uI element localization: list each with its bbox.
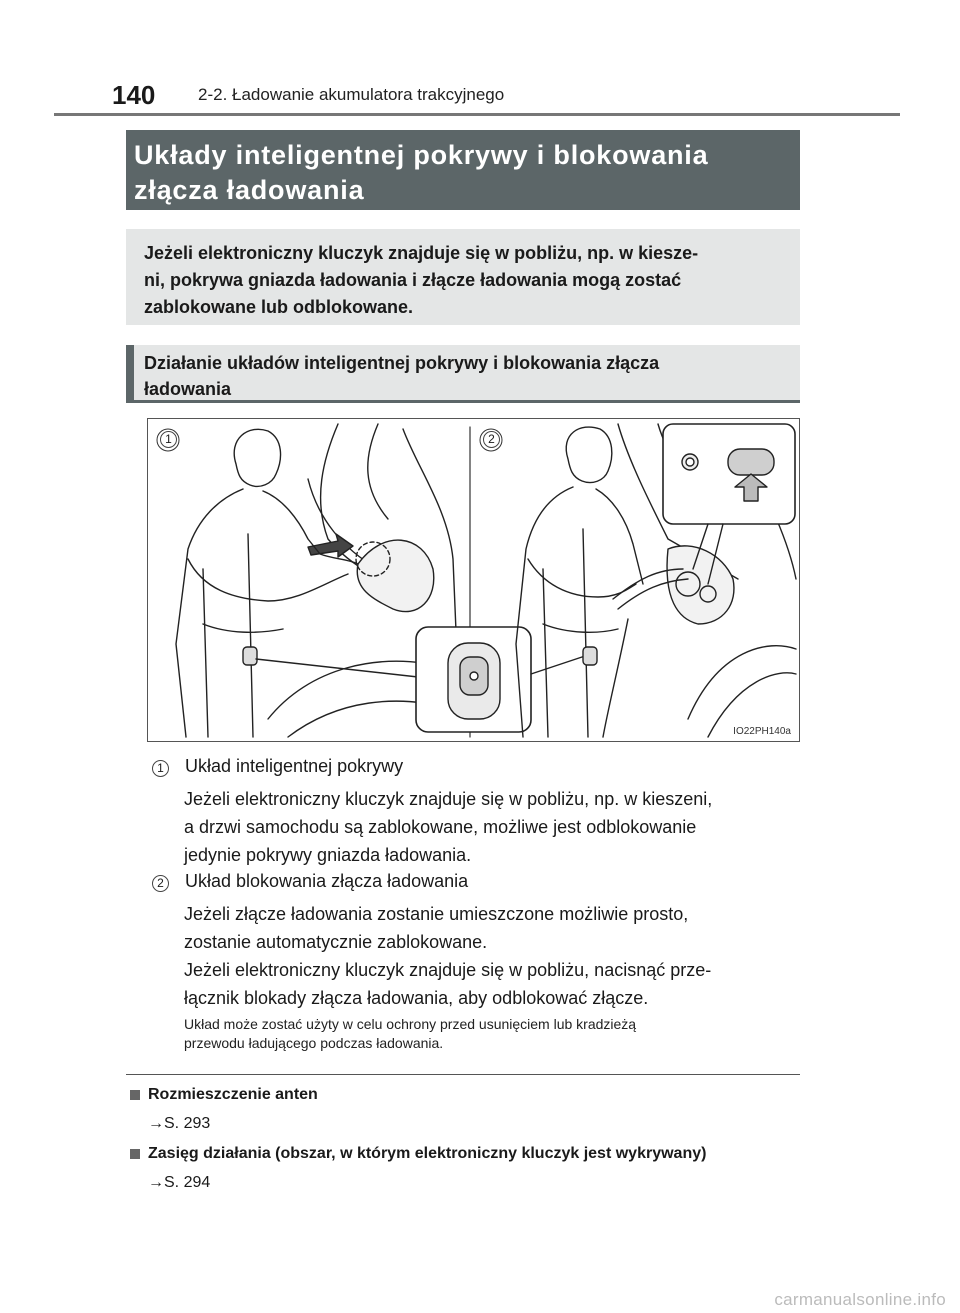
intro-line2: ni, pokrywa gniazda ładowania i złącze ładowania mogą zostać — [144, 270, 682, 290]
intro-box — [126, 229, 800, 325]
item-2-note — [184, 1015, 800, 1053]
item-number-2: 2 — [152, 875, 169, 892]
page-number: 140 — [112, 80, 156, 110]
item-1-line1: Jeżeli elektroniczny kluczyk znajduje się w pobliżu, np. w kieszeni, — [184, 789, 713, 809]
page-heading-line1: Układy inteligentnej pokrywy i blokowania — [134, 140, 709, 170]
ref-range[interactable] — [148, 1174, 210, 1192]
header-divider — [54, 113, 900, 116]
illustration-drawing — [148, 419, 798, 740]
item-title-1: Układ inteligentnej pokrywy — [185, 756, 404, 776]
bullet-antennas: Rozmieszczenie anten — [148, 1086, 318, 1103]
arrow-right-icon: → — [148, 1115, 164, 1132]
section-title: 2-2. Ładowanie akumulatora trakcyjnego — [198, 85, 505, 104]
section-divider — [126, 1074, 800, 1075]
item-number-1: 1 — [152, 760, 169, 777]
ref-antennas[interactable] — [148, 1115, 210, 1133]
arrow-right-icon: → — [148, 1174, 164, 1191]
item-2-note-line2: przewodu ładującego podczas ładowania. — [184, 1035, 444, 1051]
page-heading — [126, 130, 800, 210]
intro-line3: zablokowane lub odblokowane. — [144, 297, 414, 317]
illustration-figure — [147, 418, 800, 742]
bullet-square-icon — [130, 1149, 140, 1159]
figure-code: IO22PH140a — [733, 726, 791, 737]
intro-line1: Jeżeli elektroniczny kluczyk znajduje się w pobliżu, np. w kiesze- — [144, 243, 699, 263]
item-2-description — [184, 900, 800, 1012]
item-title-2: Układ blokowania złącza ładowania — [185, 871, 469, 891]
item-2-note-line1: Układ może zostać użyty w celu ochrony przed usunięciem lub kradzieżą — [184, 1016, 637, 1032]
subheading-line2: ładowania — [144, 379, 232, 399]
page-heading-line2: złącza ładowania — [134, 175, 365, 205]
ref-antennas-page: S. 293 — [164, 1115, 211, 1132]
figure-label-2: 2 — [483, 431, 500, 448]
item-1-line2: a drzwi samochodu są zablokowane, możliwe jest odblokowanie — [184, 817, 697, 837]
item-2-line3: Jeżeli elektroniczny kluczyk znajduje się w pobliżu, nacisnąć prze- — [184, 960, 712, 980]
ref-range-page: S. 294 — [164, 1174, 211, 1191]
watermark: carmanualsonline.info — [774, 1290, 946, 1309]
subheading — [126, 345, 800, 403]
bullet-range: Zasięg działania (obszar, w którym elektroniczny kluczyk jest wykrywany) — [148, 1145, 707, 1162]
figure-label-1: 1 — [160, 431, 177, 448]
item-2-line4: łącznik blokady złącza ładowania, aby odblokować złącze. — [184, 988, 649, 1008]
item-2-line2: zostanie automatycznie zablokowane. — [184, 932, 488, 952]
item-1-line3: jedynie pokrywy gniazda ładowania. — [184, 845, 472, 865]
bullet-square-icon — [130, 1090, 140, 1100]
item-2-line1: Jeżeli złącze ładowania zostanie umieszczone możliwie prosto, — [184, 904, 689, 924]
item-1-description — [184, 785, 800, 869]
subheading-line1: Działanie układów inteligentnej pokrywy i blokowania złącza — [144, 353, 660, 373]
